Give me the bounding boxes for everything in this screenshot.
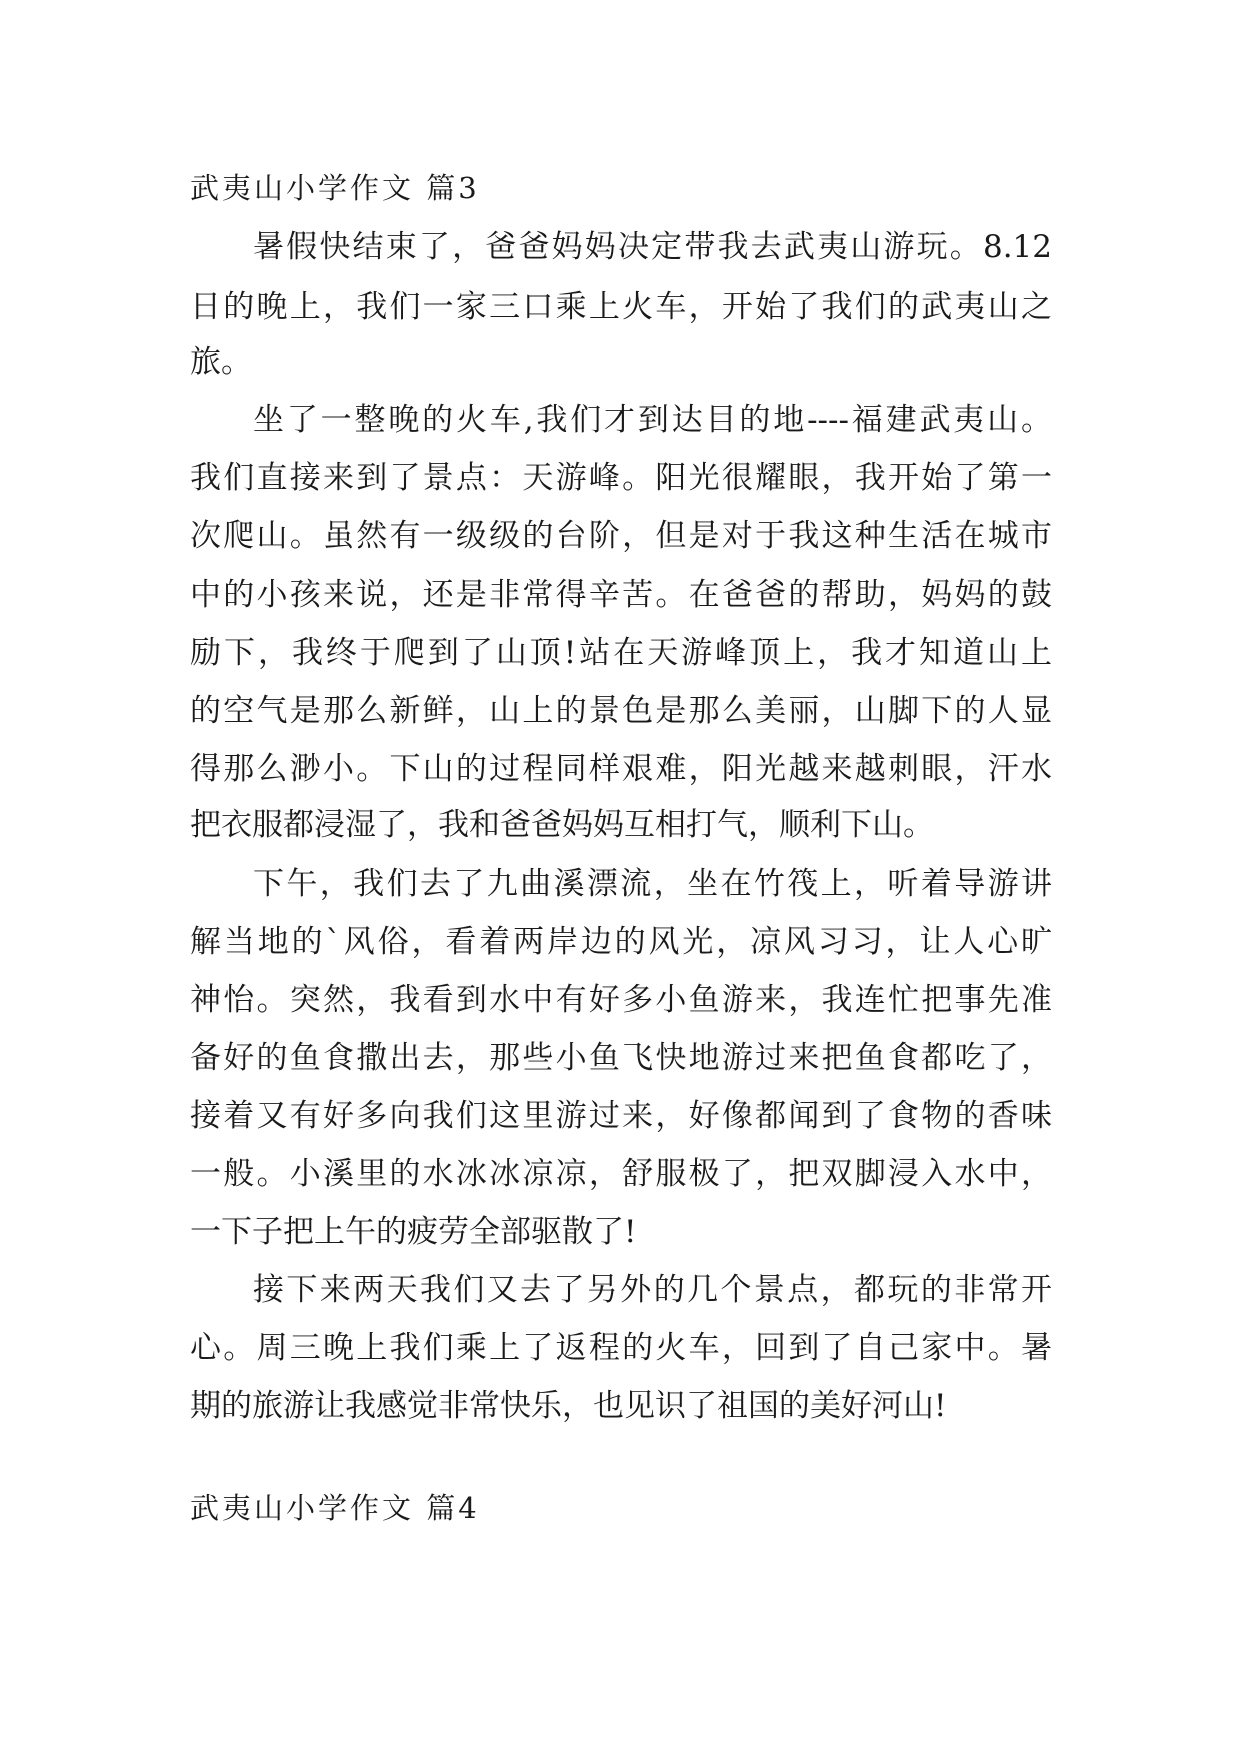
paragraph-line: 接着又有好多向我们这里游过来，好像都闻到了食物的香味: [190, 1098, 1052, 1134]
paragraph-line: 期的旅游让我感觉非常快乐，也见识了祖国的美好河山!: [190, 1388, 947, 1424]
paragraph-line: 下午，我们去了九曲溪漂流，坐在竹筏上，听着导游讲: [253, 866, 1052, 902]
paragraph-line: 励下，我终于爬到了山顶!站在天游峰顶上，我才知道山上: [190, 635, 1052, 671]
paragraph-line: 解当地的`风俗，看着两岸边的风光，凉风习习，让人心旷: [190, 924, 1052, 960]
paragraph-line: 备好的鱼食撒出去，那些小鱼飞快地游过来把鱼食都吃了，: [190, 1040, 1052, 1076]
essay-3-title: 武夷山小学作文 篇3: [190, 171, 480, 205]
paragraph-line: 暑假快结束了，爸爸妈妈决定带我去武夷山游玩。8.12: [253, 229, 1052, 265]
paragraph-line: 旅。: [190, 344, 252, 380]
paragraph-line: 坐了一整晚的火车,我们才到达目的地----福建武夷山。: [253, 402, 1052, 438]
paragraph-line: 神怡。突然，我看到水中有好多小鱼游来，我连忙把事先准: [190, 982, 1052, 1018]
paragraph-line: 一般。小溪里的水冰冰凉凉，舒服极了，把双脚浸入水中，: [190, 1156, 1052, 1192]
essay-4-title: 武夷山小学作文 篇4: [190, 1491, 480, 1525]
paragraph-line: 次爬山。虽然有一级级的台阶，但是对于我这种生活在城市: [190, 518, 1052, 554]
paragraph-line: 心。周三晚上我们乘上了返程的火车，回到了自己家中。暑: [190, 1330, 1052, 1366]
paragraph-line: 日的晚上，我们一家三口乘上火车，开始了我们的武夷山之: [190, 289, 1052, 325]
paragraph-line: 接下来两天我们又去了另外的几个景点，都玩的非常开: [253, 1272, 1052, 1308]
paragraph-line: 把衣服都浸湿了，我和爸爸妈妈互相打气，顺利下山。: [190, 807, 934, 843]
paragraph-line: 的空气是那么新鲜，山上的景色是那么美丽，山脚下的人显: [190, 693, 1052, 729]
paragraph-line: 一下子把上午的疲劳全部驱散了!: [190, 1214, 637, 1250]
paragraph-line: 我们直接来到了景点：天游峰。阳光很耀眼，我开始了第一: [190, 460, 1052, 496]
paragraph-line: 中的小孩来说，还是非常得辛苦。在爸爸的帮助，妈妈的鼓: [190, 577, 1052, 613]
paragraph-line: 得那么渺小。下山的过程同样艰难，阳光越来越刺眼，汗水: [190, 751, 1052, 787]
